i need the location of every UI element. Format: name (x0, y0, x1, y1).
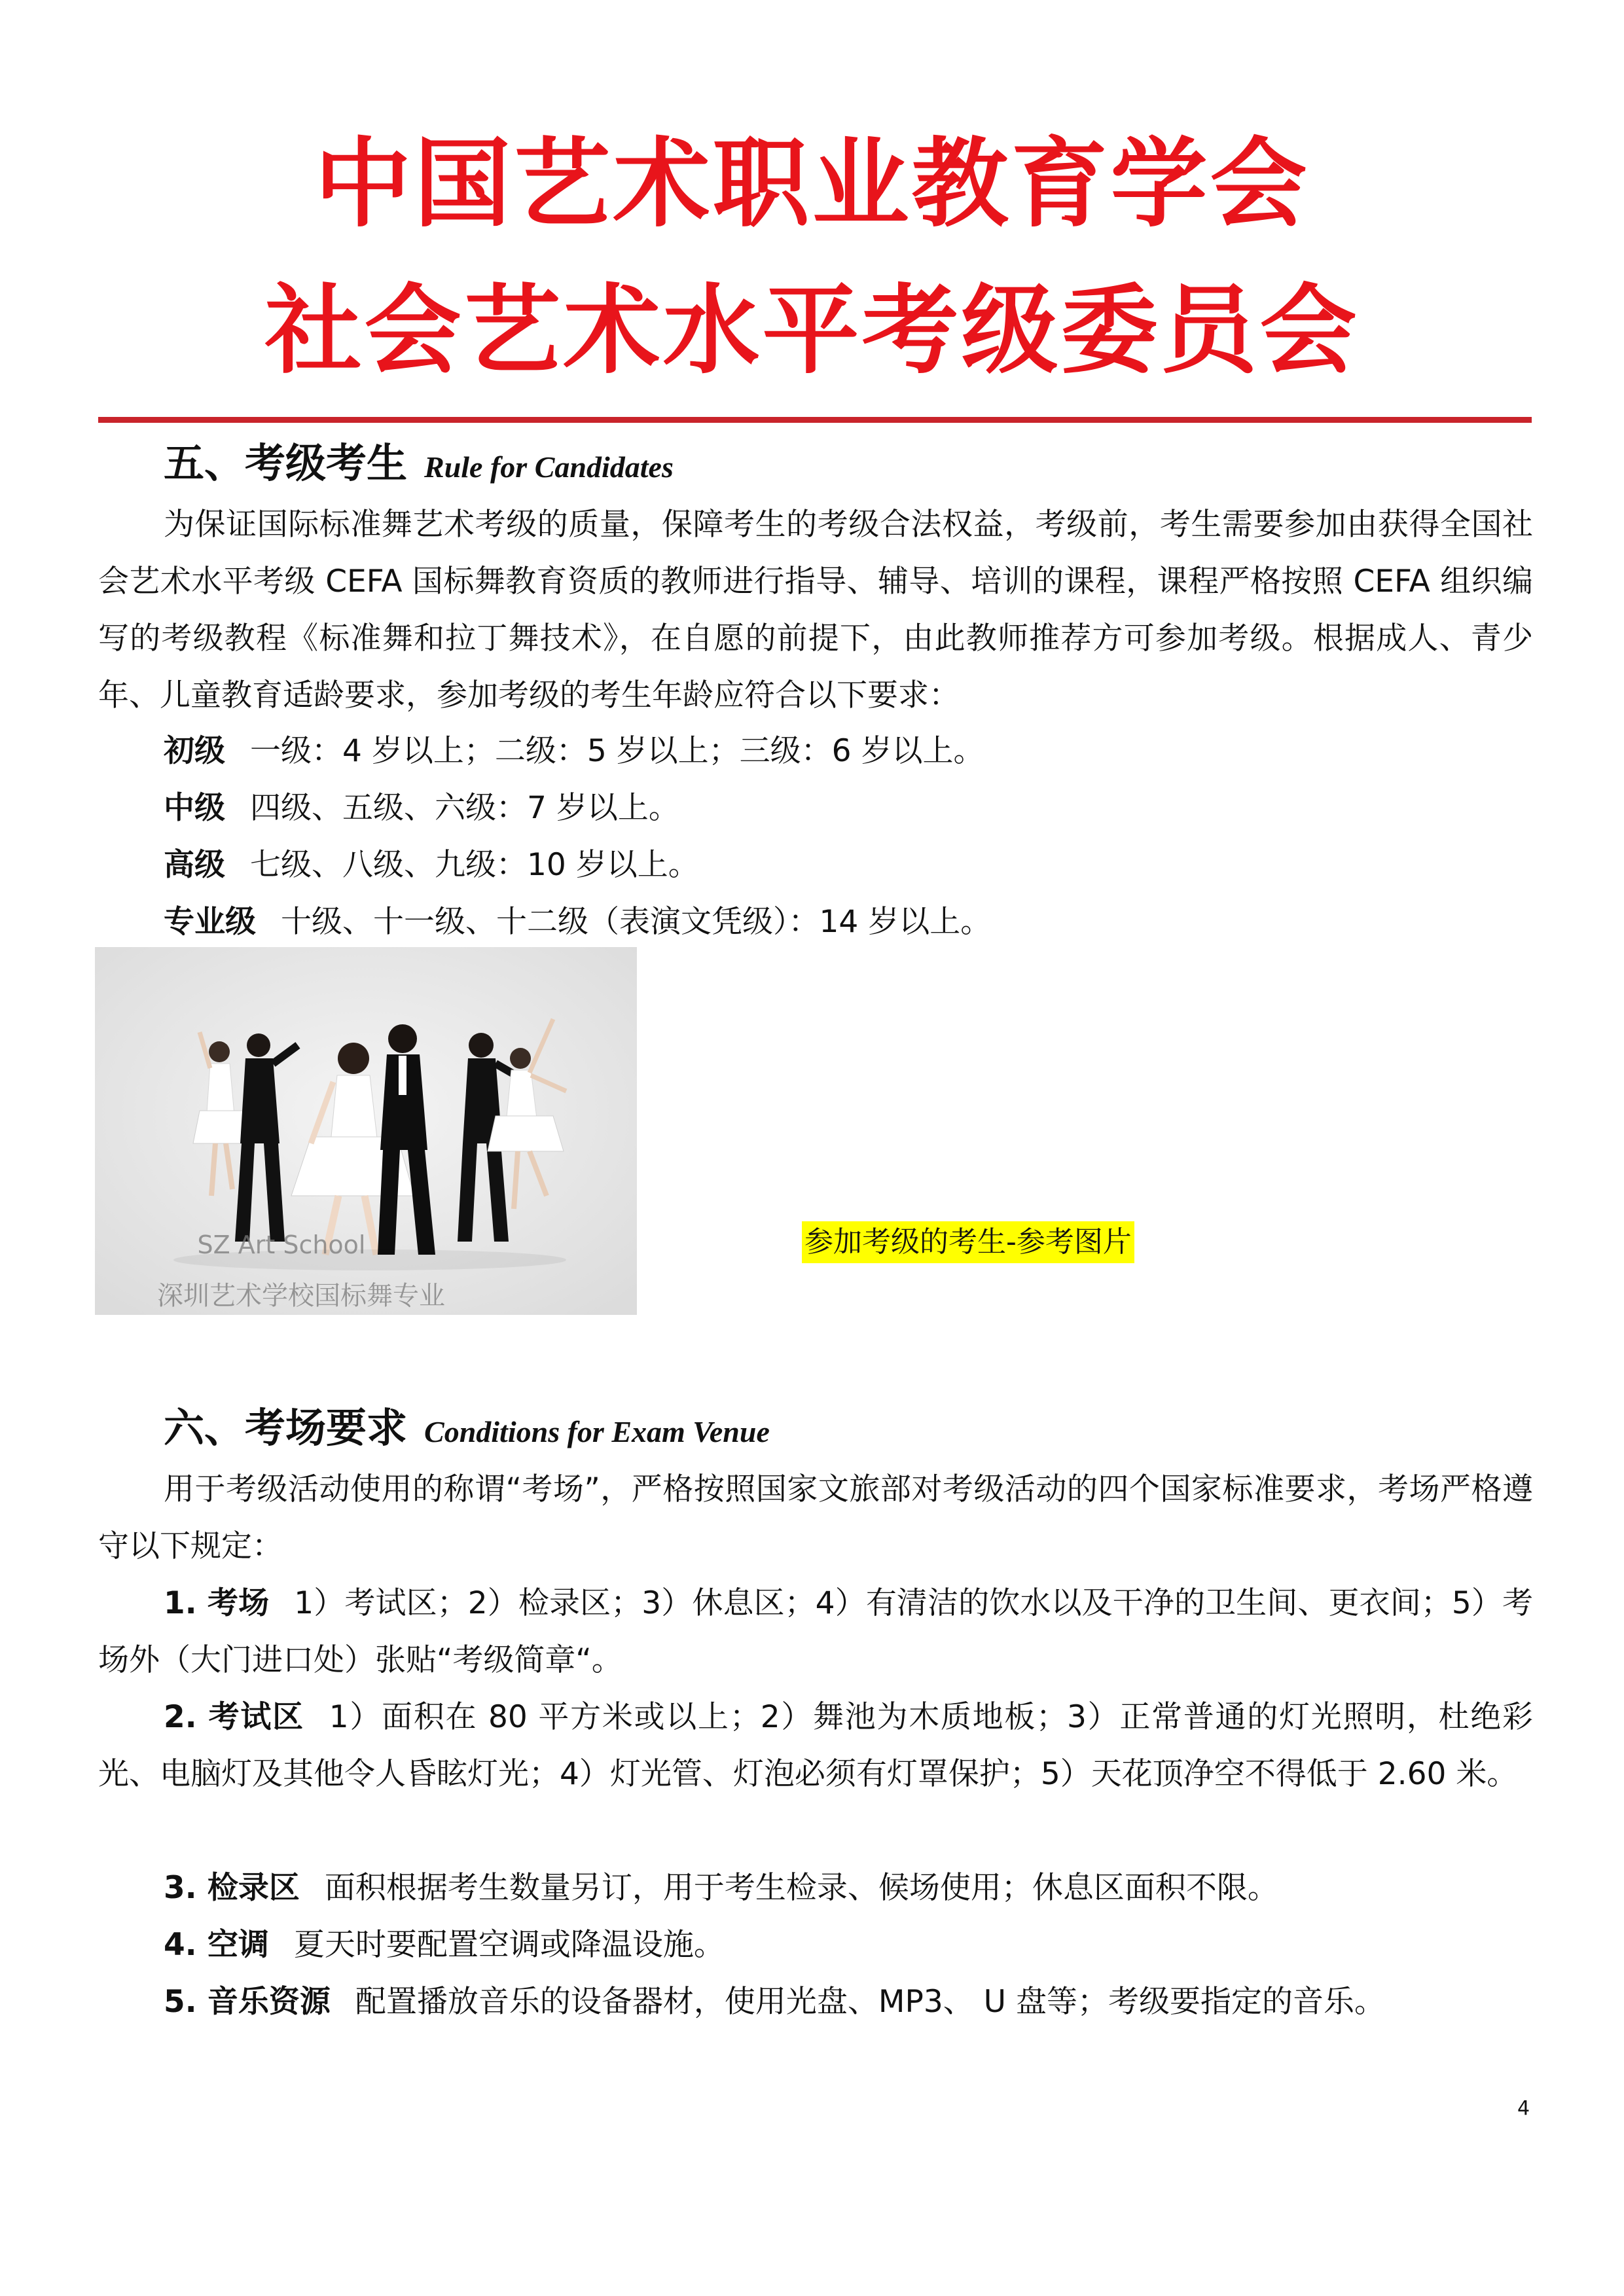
level-label: 初级 (164, 733, 225, 769)
photo-caption: 参加考级的考生-参考图片 (802, 1221, 1134, 1263)
section6-heading-cn: 六、考场要求 (164, 1404, 408, 1452)
item-label: 5. 音乐资源 (164, 1984, 331, 2020)
item-label: 4. 空调 (164, 1927, 269, 1963)
item-label: 3. 检录区 (164, 1870, 300, 1906)
section6-intro: 用于考级活动使用的称谓“考场”，严格按照国家文旅部对考级活动的四个国家标准要求，考场严格遵守以下规定： (98, 1471, 1533, 1564)
title-line-2: 社会艺术水平考级委员会 (264, 274, 1360, 387)
item-label: 2. 考试区 (164, 1699, 304, 1735)
level-label: 专业级 (164, 904, 256, 940)
section5-intro: 为保证国际标准舞艺术考级的质量，保障考生的考级合法权益，考级前，考生需要参加由获得全国社会艺术水平考级 CEFA 国标舞教育资质的教师进行指导、辅导、培训的课程，课程严格按照 CEFA 组织编写的考级教程《标准舞和拉丁舞技术》，在自愿的前提下，由此教师推荐方可参加考级。根据成人、青少年、儿童教育适龄要求，参加考级的考生年龄应符合以下要求： (98, 507, 1533, 713)
section5-heading-en: Rule for Candidates (424, 450, 674, 484)
venue-item-4 (164, 1916, 725, 1973)
item-text: 面积根据考生数量另订，用于考生检录、候场使用；休息区面积不限。 (324, 1870, 1278, 1906)
photo-watermark-en: SZ Art School (197, 1230, 366, 1259)
level-text: 七级、八级、九级：10 岁以上。 (250, 847, 699, 883)
venue-item-5 (164, 1973, 1385, 2030)
page-number: 4 (1517, 2097, 1530, 2120)
level-row-advanced (164, 836, 699, 893)
level-label: 高级 (164, 847, 225, 883)
item-label: 1. 考场 (164, 1585, 270, 1621)
title-line-1: 中国艺术职业教育学会 (314, 128, 1310, 240)
level-row-primary (164, 723, 984, 780)
level-label: 中级 (164, 790, 225, 826)
header-divider (98, 417, 1532, 423)
photo-watermark-cn: 深圳艺术学校国标舞专业 (157, 1281, 445, 1311)
section5-heading-cn: 五、考级考生 (164, 439, 408, 487)
section6-heading-en: Conditions for Exam Venue (424, 1415, 770, 1448)
section5-heading (164, 437, 674, 493)
item-text: 1）考试区；2）检录区；3）休息区；4）有清洁的饮水以及干净的卫生间、更衣间；5）考场外（大门进口处）张贴“考级简章“。 (98, 1585, 1533, 1678)
item-text: 配置播放音乐的设备器材，使用光盘、MP3、 U 盘等；考级要指定的音乐。 (355, 1984, 1385, 2020)
level-row-professional (164, 893, 991, 950)
level-row-intermediate (164, 780, 679, 836)
item-text: 夏天时要配置空调或降温设施。 (293, 1927, 725, 1963)
level-text: 一级：4 岁以上；二级：5 岁以上；三级：6 岁以上。 (250, 733, 984, 769)
venue-item-1 (98, 1575, 1533, 1689)
item-text: 1）面积在 80 平方米或以上；2）舞池为木质地板；3）正常普通的灯光照明，杜绝彩光、电脑灯及其他令人昏眩灯光；4）灯光管、灯泡必须有灯罩保护；5）天花顶净空不得低于 2.60 米。 (98, 1699, 1533, 1792)
level-text: 十级、十一级、十二级（表演文凭级）：14 岁以上。 (281, 904, 992, 940)
venue-item-2 (98, 1689, 1533, 1803)
candidates-photo (95, 947, 637, 1315)
level-text: 四级、五级、六级：7 岁以上。 (250, 790, 679, 826)
dancers-illustration (95, 947, 637, 1315)
venue-item-3 (164, 1859, 1278, 1916)
section6-heading (164, 1402, 770, 1458)
